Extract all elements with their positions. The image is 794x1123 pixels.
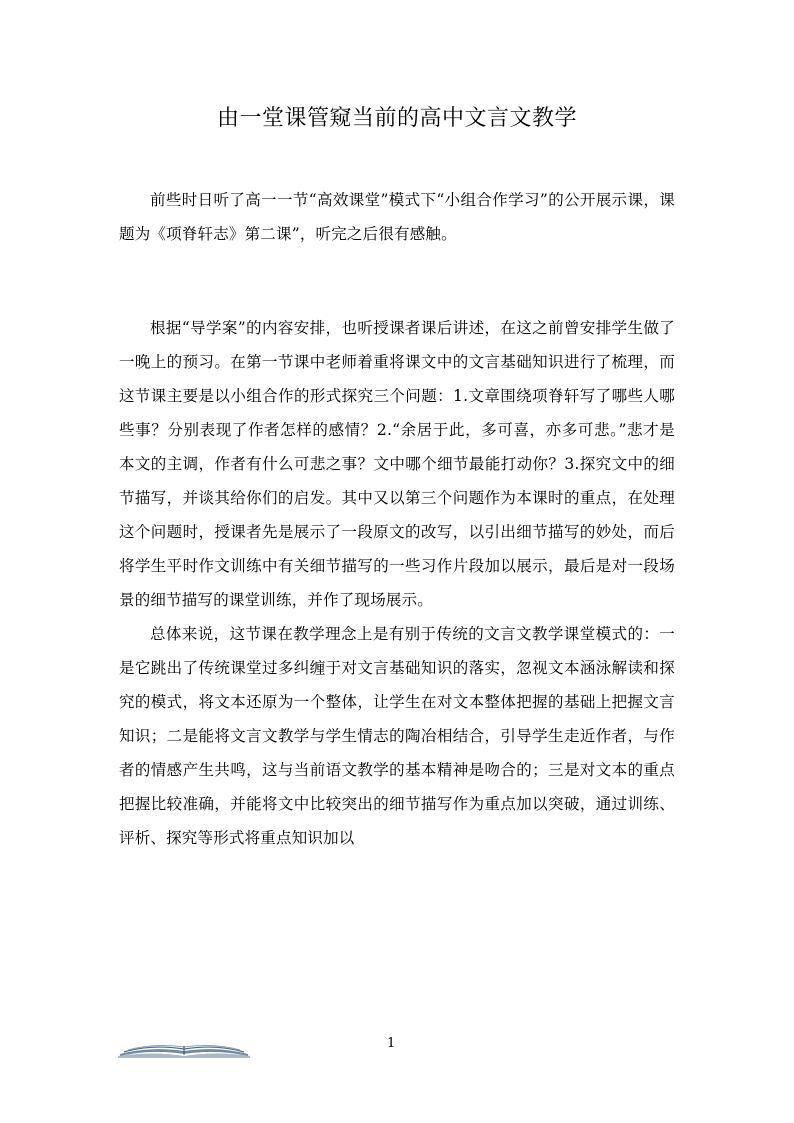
document-title: 由一堂课管窥当前的高中文言文教学 [216,106,577,131]
body-paragraph-block-1 [119,183,675,251]
paragraph-1: 前些时日听了高一一节“高效课堂”模式下“小组合作学习”的公开展示课，课题为《项脊轩志》第二课”，听完之后很有感触。 [119,191,675,243]
paragraph-2: 根据“导学案”的内容安排，也听授课者课后讲述，在这之前曾安排学生做了一晚上的预习。在第一节课中老师着重将课文中的文言基础知识进行了梳理，而这节课主要是以小组合作的形式探究三个问题：1.文章围绕项脊轩写了哪些人哪些事？分别表现了作者怎样的感情？2.“余居于此，多可喜，亦多可悲。”悲才是本文的主调，作者有什么可悲之事？文中哪个细节最能打动你？3.探究文中的细节描写，并谈其给你们的启发。其中又以第三个问题作为本课时的重点，在处理这个问题时，授课者先是展示了一段原文的改写，以引出细节描写的妙处，而后将学生平时作文训练中有关细节描写的一些习作片段加以展示，最后是对一段场景的细节描写的课堂训练，并作了现场展示。 [119,319,675,609]
page-number: 1 [387,1036,396,1051]
open-book-icon [118,1042,250,1058]
paragraph-3: 总体来说，这节课在教学理念上是有别于传统的文言文教学课堂模式的：一是它跳出了传统课堂过多纠缠于对文言基础知识的落实，忽视文本涵泳解读和探究的模式，将文本还原为一个整体，让学生在对文本整体把握的基础上把握文言知识；二是能将文言文教学与学生情志的陶冶相结合，引导学生走近作者，与作者的情感产生共鸣，这与当前语文教学的基本精神是吻合的；三是对文本的重点把握比较准确，并能将文中比较突出的细节描写作为重点加以突破，通过训练、评析、探究等形式将重点知识加以 [119,625,675,847]
body-paragraph-block-2 [119,311,675,855]
